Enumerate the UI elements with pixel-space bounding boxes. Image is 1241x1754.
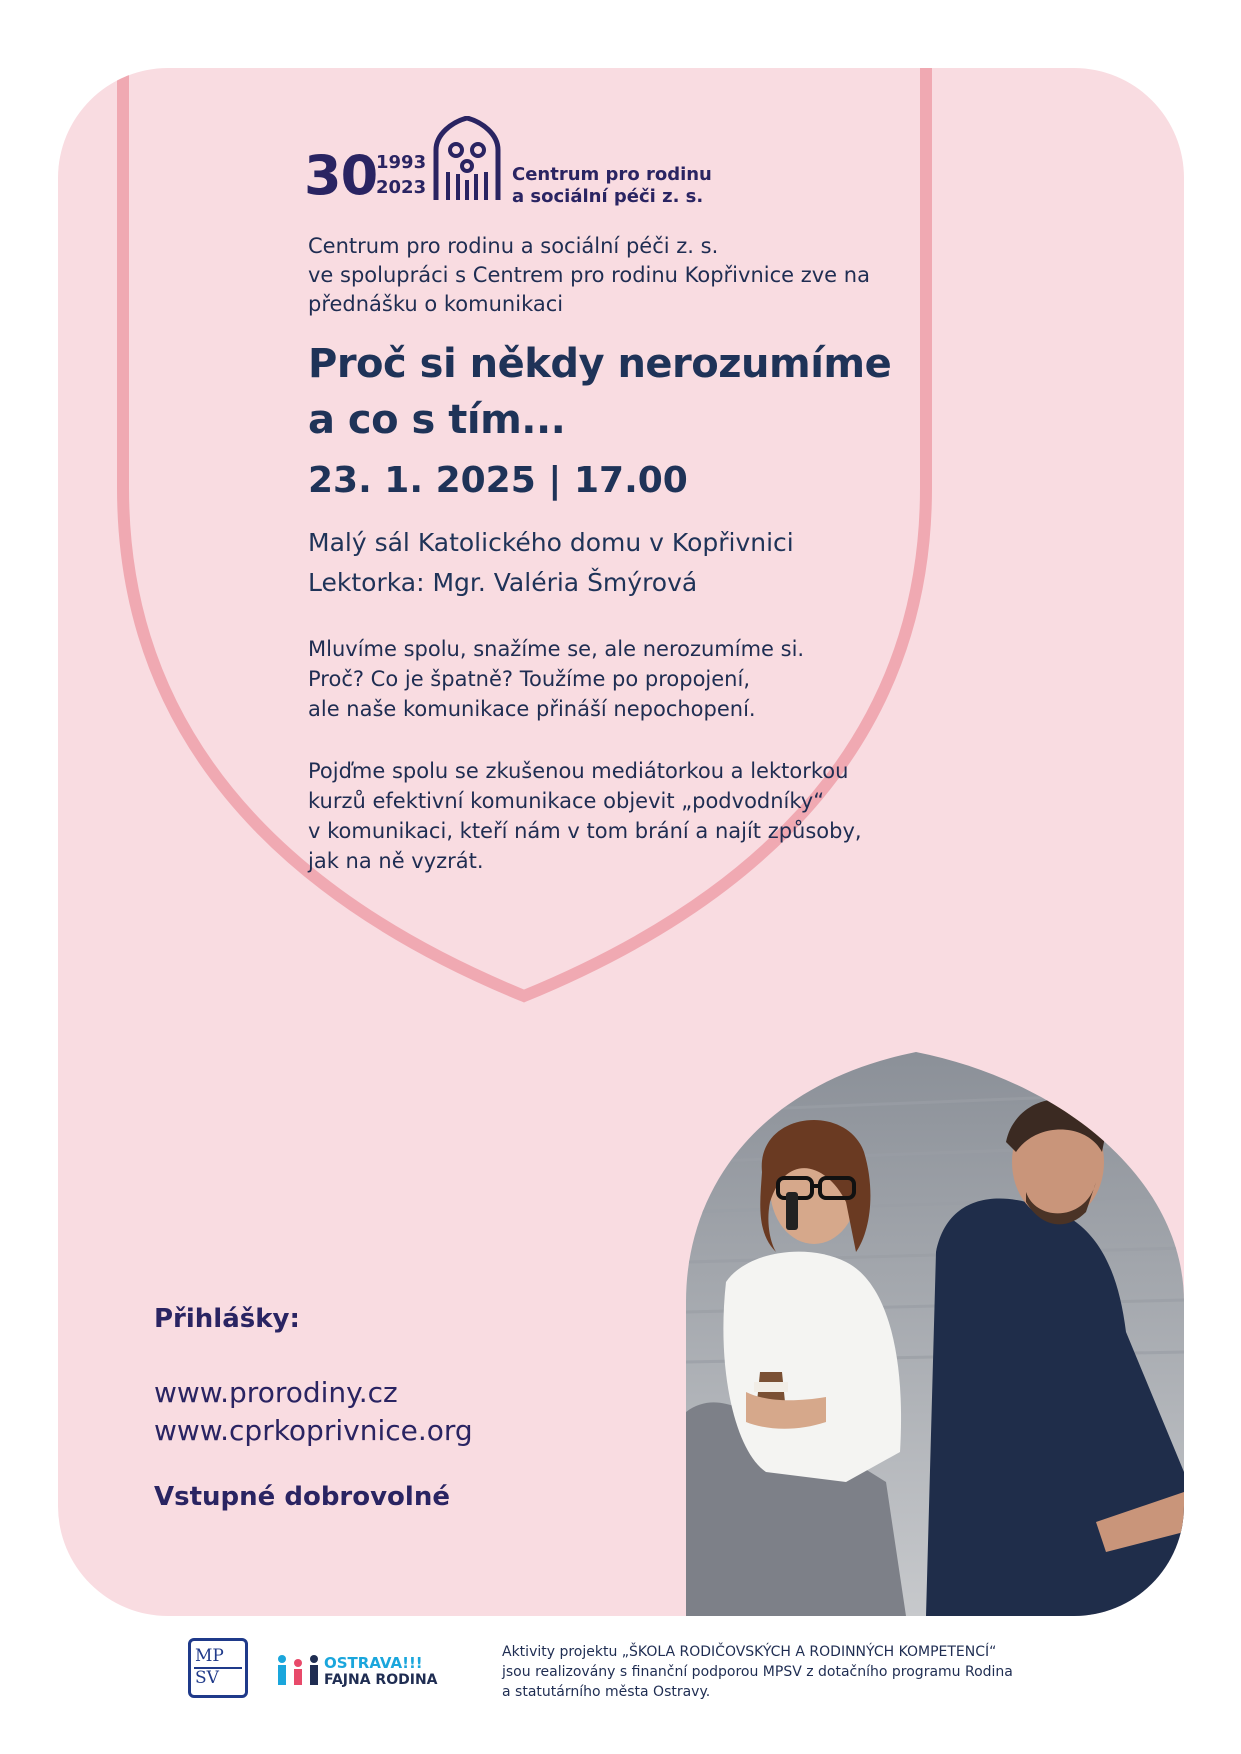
poster-card (58, 68, 1184, 1616)
event-details (308, 523, 794, 603)
registration-links (154, 1374, 473, 1450)
family-figures-icon (276, 1654, 320, 1688)
mpsv-logo: MP SV (188, 1638, 248, 1698)
description-paragraph-2: Pojďme spolu se zkušenou mediátorkou a lektorkou kurzů efektivní komunikace objevit „podvodníky“ v komunikaci, kteří nám v tom brání a najít způsoby, jak na ně vyzrát. (308, 759, 862, 873)
footer (0, 1616, 1241, 1754)
link-prorodiny[interactable]: www.prorodiny.cz (154, 1376, 398, 1409)
registration-label: Přihlášky: (154, 1304, 300, 1334)
lecture-title: Proč si někdy nerozumíme a co s tím... (308, 341, 892, 443)
ostrava-fajna-rodina-logo: OSTRAVA!!! FAJNA RODINA (276, 1652, 456, 1692)
description-paragraph-1: Mluvíme spolu, snažíme se, ale nerozumíme si. Proč? Co je špatně? Toužíme po propojení, ale naše komunikace přináší nepochopení. (308, 637, 805, 721)
invitation-text: Centrum pro rodinu a sociální péči z. s. ve spolupráci s Centrem pro rodinu Kopřivnice zve na přednášku o komunikaci (308, 234, 870, 316)
event-venue: Malý sál Katolického domu v Kopřivnici (308, 528, 794, 557)
event-datetime: 23. 1. 2025 | 17.00 (308, 460, 688, 501)
funding-note: Aktivity projektu „ŠKOLA RODIČOVSKÝCH A RODINNÝCH KOMPETENCÍ“ jsou realizovány s finanční podporou MPSV z dotačního programu Rodina a statutárního města Ostravy. (502, 1644, 1013, 1700)
couple-photo (686, 1052, 1184, 1616)
anniversary-years: 1993 2023 (376, 152, 427, 198)
event-lecturer: Lektorka: Mgr. Valéria Šmýrová (308, 568, 698, 597)
entry-fee-note: Vstupné dobrovolné (154, 1482, 450, 1512)
organization-logo (304, 112, 734, 212)
link-cprkoprivnice[interactable]: www.cprkoprivnice.org (154, 1414, 473, 1447)
anniversary-number: 30 (304, 144, 378, 207)
family-emblem-icon (432, 116, 502, 202)
organization-name: Centrum pro rodinu a sociální péči z. s. (512, 164, 712, 207)
